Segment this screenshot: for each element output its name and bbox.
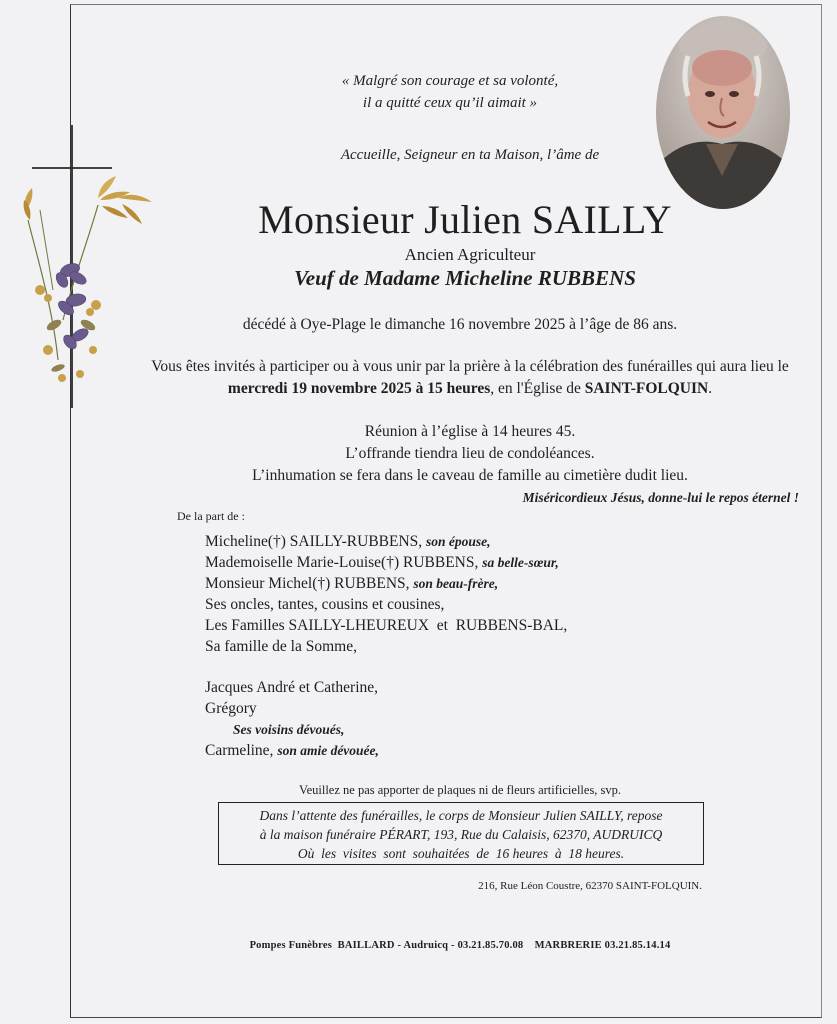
no-flowers-notice: Veuillez ne pas apporter de plaques ni de fleurs artificielles, svp. xyxy=(298,783,622,797)
quote-line: « Malgré son courage et sa volonté, xyxy=(341,73,559,89)
church-name: SAINT-FOLQUIN xyxy=(584,380,709,397)
member-name: Les Familles SAILLY-LHEUREUX et RUBBENS-BAL, xyxy=(205,617,568,634)
visitation-line: à la maison funéraire PÉRART, 193, Rue du Calaisis, 62370, AUDRUICQ xyxy=(259,827,663,842)
invitation-text: , en l'Église de xyxy=(490,380,585,397)
member-name: Sa famille de la Somme, xyxy=(205,638,357,655)
family-address: 216, Rue Léon Coustre, 62370 SAINT-FOLQUIN. xyxy=(478,880,702,892)
family-member xyxy=(205,615,567,636)
ceremony-line: L’offrande tiendra lieu de condoléances. xyxy=(345,445,595,462)
member-name: Micheline(†) SAILLY-RUBBENS, xyxy=(205,533,427,550)
portrait-photo-icon xyxy=(656,16,790,209)
friend-relation: son amie dévouée, xyxy=(277,743,379,758)
funeral-invitation xyxy=(140,356,800,400)
invitation-text: . xyxy=(708,380,713,397)
death-announcement: décédé à Oye-Plage le dimanche 16 novembre 2025 à l’âge de 86 ans. xyxy=(242,316,678,333)
member-relation: sa belle-sœur, xyxy=(482,555,559,570)
opening-quote xyxy=(250,70,650,114)
ceremony-details xyxy=(150,421,790,487)
family-member xyxy=(205,531,567,552)
neighbours-list xyxy=(205,677,379,761)
member-relation: son beau-frère, xyxy=(413,576,499,591)
family-member xyxy=(205,552,567,573)
quote-line: il a quitté ceux qu’il aimait » xyxy=(362,95,538,111)
family-member xyxy=(205,594,567,615)
neighbour-line: Grégory xyxy=(205,700,257,717)
family-list xyxy=(205,531,567,657)
ceremony-line: Réunion à l’église à 14 heures 45. xyxy=(364,423,576,440)
member-name: Mademoiselle Marie-Louise(†) RUBBENS, xyxy=(205,554,483,571)
accueil-text: Accueille, Seigneur en ta Maison, l’âme de xyxy=(340,147,600,163)
visitation-line: Dans l’attente des funérailles, le corps de Monsieur Julien SAILLY, repose xyxy=(259,808,663,823)
de-la-part-label: De la part de : xyxy=(177,509,245,523)
member-relation: son épouse, xyxy=(426,534,491,549)
cross-with-flowers-icon xyxy=(18,120,158,410)
funeral-home-footer: Pompes Funèbres BAILLARD - Audruicq - 03.21.85.70.08 MARBRERIE 03.21.85.14.14 xyxy=(249,940,671,951)
visitation-line: Où les visites sont souhaitées de 16 heures à 18 heures. xyxy=(297,846,625,861)
deceased-name: Monsieur Julien SAILLY xyxy=(258,197,672,242)
neighbour-line: Jacques André et Catherine, xyxy=(205,679,379,696)
visitation-box xyxy=(218,802,704,865)
friend-name: Carmeline, xyxy=(205,742,278,759)
family-member xyxy=(205,636,567,657)
member-name: Monsieur Michel(†) RUBBENS, xyxy=(205,575,414,592)
funeral-date: mercredi 19 novembre 2025 à 15 heures xyxy=(227,380,491,397)
neighbour-line xyxy=(205,740,379,761)
neighbour-relation: Ses voisins dévoués, xyxy=(233,722,345,737)
profession: Ancien Agriculteur xyxy=(404,245,536,264)
family-member xyxy=(205,573,567,594)
invitation-text: Vous êtes invités à participer ou à vous unir par la prière à la célébration des funérailles qui aura lieu le xyxy=(151,358,789,375)
deceased-portrait xyxy=(656,16,790,209)
widower-line: Veuf de Madame Micheline RUBBENS xyxy=(294,266,636,290)
closing-prayer: Miséricordieux Jésus, donne-lui le repos éternel ! xyxy=(522,490,799,505)
ceremony-line: L’inhumation se fera dans le caveau de famille au cimetière dudit lieu. xyxy=(252,467,688,484)
member-name: Ses oncles, tantes, cousins et cousines, xyxy=(205,596,445,613)
